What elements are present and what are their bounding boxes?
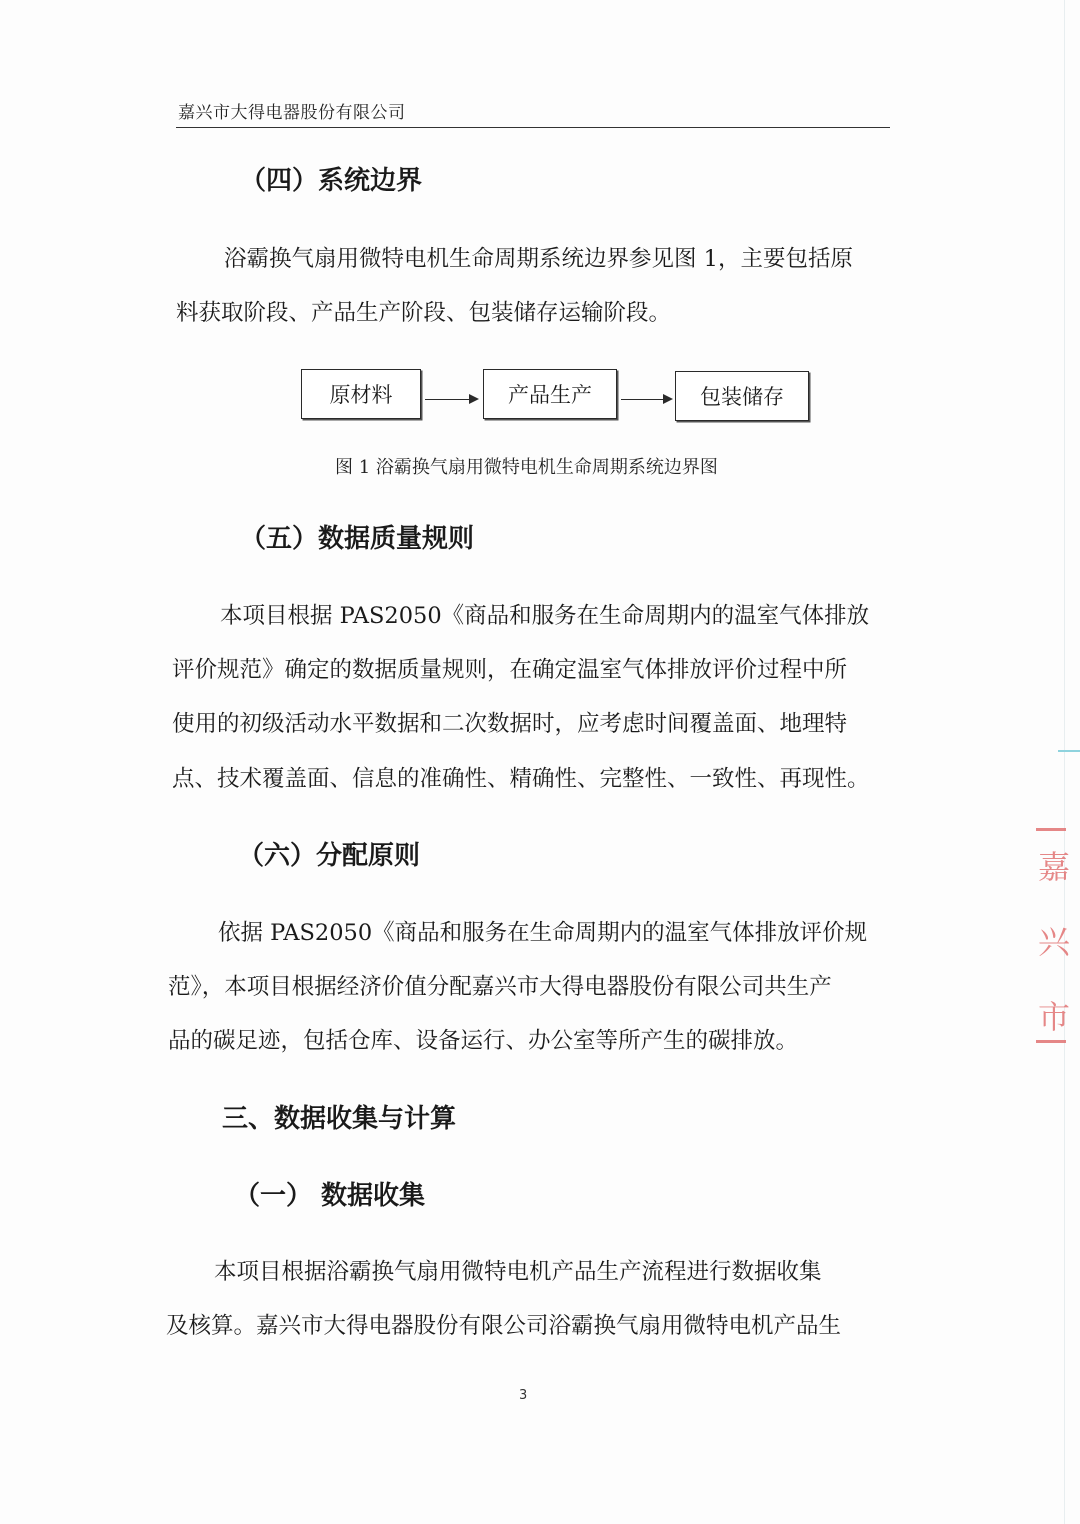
section-heading-data-collection: （一） 数据收集 <box>234 1181 426 1211</box>
flow-box-packaging-storage: 包装储存 <box>675 371 809 421</box>
paragraph-line: 料获取阶段、产品生产阶段、包装储存运输阶段。 <box>176 300 672 326</box>
section-heading-data-quality: （五）数据质量规则 <box>240 524 475 554</box>
company-seal-stamp <box>1030 822 1070 1052</box>
chapter-heading-data-collection: 三、数据收集与计算 <box>222 1104 457 1134</box>
flow-arrow <box>621 399 671 400</box>
header-rule <box>176 127 890 128</box>
stamp-char: 市 <box>1038 998 1071 1036</box>
paragraph-line: 使用的初级活动水平数据和二次数据时，应考虑时间覆盖面、地理特 <box>172 711 848 737</box>
page-number: 3 <box>519 1388 528 1403</box>
scan-mark <box>1058 750 1080 752</box>
stamp-char: 嘉 <box>1038 848 1071 886</box>
paragraph-line: 浴霸换气扇用微特电机生命周期系统边界参见图 1，主要包括原 <box>224 246 853 272</box>
paragraph-line: 本项目根据浴霸换气扇用微特电机产品生产流程进行数据收集 <box>214 1259 822 1285</box>
header-company-name: 嘉兴市大得电器股份有限公司 <box>178 103 406 123</box>
paragraph-line: 点、技术覆盖面、信息的准确性、精确性、完整性、一致性、再现性。 <box>172 766 870 792</box>
figure-caption: 图 1 浴霸换气扇用微特电机生命周期系统边界图 <box>335 457 718 478</box>
flow-arrow <box>425 399 477 400</box>
stamp-char: 兴 <box>1038 923 1071 961</box>
paragraph-line: 品的碳足迹，包括仓库、设备运行、办公室等所产生的碳排放。 <box>168 1028 799 1054</box>
paragraph-line: 依据 PAS2050《商品和服务在生命周期内的温室气体排放评价规 <box>218 920 868 946</box>
scan-edge-line <box>1064 0 1065 1524</box>
flow-box-production: 产品生产 <box>483 369 617 419</box>
paragraph-line: 及核算。嘉兴市大得电器股份有限公司浴霸换气扇用微特电机产品生 <box>166 1313 842 1339</box>
flow-box-raw-material: 原材料 <box>301 369 421 419</box>
section-heading-system-boundary: （四）系统边界 <box>240 166 423 196</box>
paragraph-line: 范》，本项目根据经济价值分配嘉兴市大得电器股份有限公司共生产 <box>168 974 832 1000</box>
stamp-bar <box>1036 828 1066 831</box>
paragraph-line: 评价规范》确定的数据质量规则，在确定温室气体排放评价过程中所 <box>172 657 848 683</box>
paragraph-line: 本项目根据 PAS2050《商品和服务在生命周期内的温室气体排放 <box>220 603 870 629</box>
section-heading-allocation: （六）分配原则 <box>238 841 421 871</box>
stamp-bar <box>1036 1040 1066 1043</box>
